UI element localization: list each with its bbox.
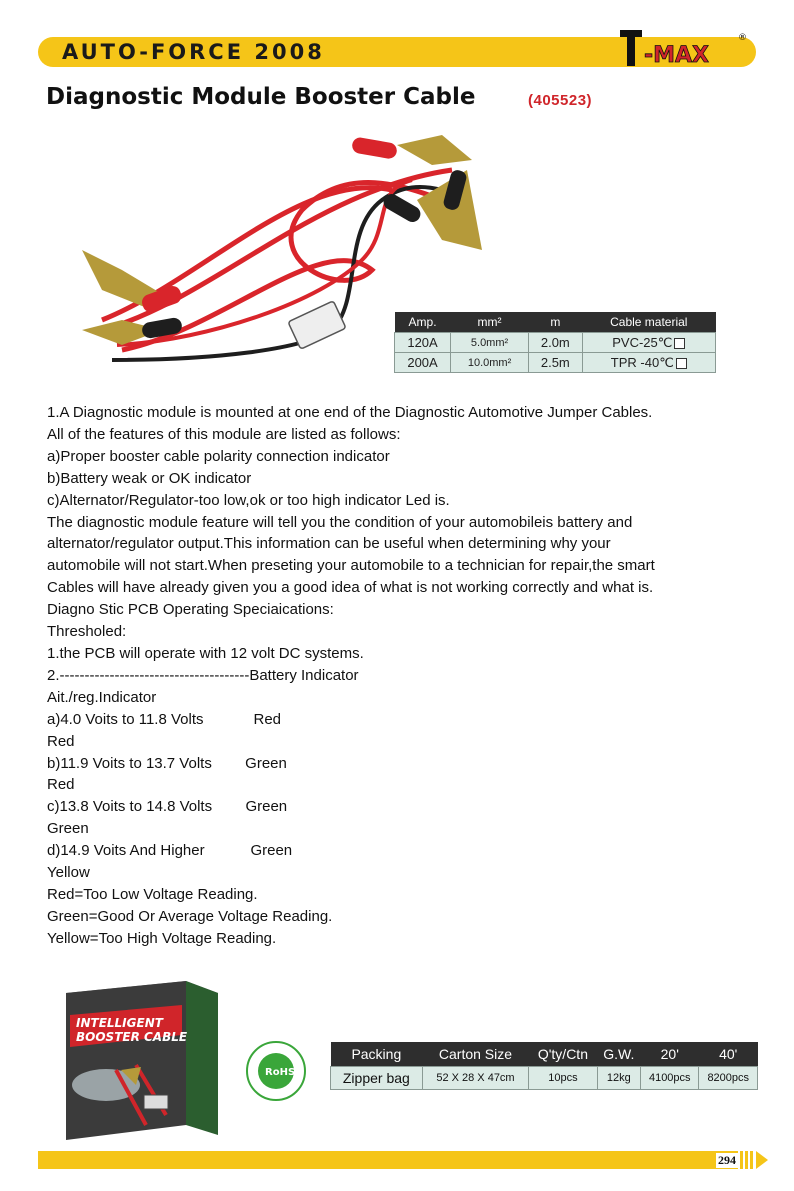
svg-text:INTELLIGENT: INTELLIGENT [76,1016,163,1030]
next-arrow-icon [740,1151,770,1169]
table-row: 200A 10.0mm² 2.5m TPR -40℃ [395,353,716,373]
footer-bar [38,1151,738,1169]
spec-table [394,312,716,373]
col-mm2: mm² [451,312,529,333]
clamp-right-top [351,135,472,165]
col-carton-size: Carton Size [422,1042,529,1067]
svg-text:RoHS: RoHS [160,1128,176,1135]
col-qty: Q'ty/Ctn [529,1042,597,1067]
checkbox-icon [676,358,687,369]
page-number: 294 [718,1153,736,1167]
table-row: 120A 5.0mm² 2.0m PVC-25℃ [395,333,716,353]
col-gw: G.W. [597,1042,640,1067]
product-title: Diagnostic Module Booster Cable [46,84,476,110]
product-box-image [66,975,218,1145]
table-row: Zipper bag 52 X 28 X 47cm 10pcs 12kg 4100pcs 8200pcs [331,1067,758,1090]
svg-text:-MAX: -MAX [644,43,710,68]
tmax-logo [618,26,746,70]
col-m: m [529,312,583,333]
rohs-logo-icon [245,1040,307,1102]
col-40ft: 40' [699,1042,758,1067]
col-amp: Amp. [395,312,451,333]
col-20ft: 20' [641,1042,699,1067]
series-title: AUTO-FORCE 2008 [62,40,325,64]
col-packing: Packing [331,1042,423,1067]
svg-text:RoHS: RoHS [265,1067,296,1078]
col-material: Cable material [582,312,715,333]
checkbox-icon [674,338,685,349]
packing-table [330,1042,758,1090]
description: 1.A Diagnostic module is mounted at one end of the Diagnostic Automotive Jumper Cables. All of the features of this module are listed as follows: a)Proper booster cable polarity connection indicator b)Battery weak or OK indicator c)Alternator/Regulator-too low,ok or too high indicator Led is. The diagnostic module feature will tell you the condition of your automobileis battery and alternator/regulator output.This information can be useful when determining why your automobile will not start.When preseting your automobile to a technician for repair,the smart Cables will have already given you a good idea of what is not working correctly and what is. Diagno Stic PCB Operating Speciaications: Thresholed: 1.the PCB will operate with 12 volt DC systems. 2.--------------------------------------Battery Indicator Ait./reg.Indicator a)4.0 Voits to 11.8 Volts Red Red b)11.9 Voits to 13.7 Volts Green Red c)13.8 Voits to 14.8 Volts Green Green d)14.9 Voits And Higher Green Yellow Red=Too Low Voltage Reading. Green=Good Or Average Voltage Reading. Yellow=Too High Voltage Reading. [47,404,655,947]
registered-mark: ® [738,33,747,43]
svg-text:BOOSTER CABLE: BOOSTER CABLE [76,1030,188,1044]
product-code: (405523) [528,92,593,109]
